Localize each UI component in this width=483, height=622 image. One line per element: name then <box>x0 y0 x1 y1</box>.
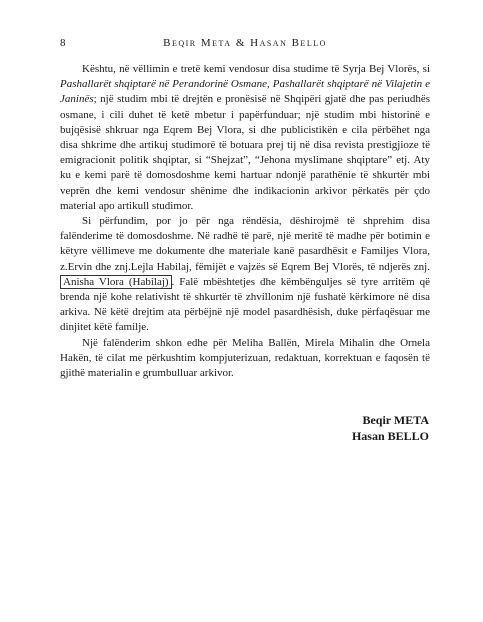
paragraph-1-text-b: ; një studim mbi të drejtën e pronësisë në Shqipëri gjatë dhe pas periudhës osmane, i cili duhet të ketë mbetur i papërfunduar; një studim mbi historinë e bujqësisë shkruar nga Eqrem Bej Vlora, si dhe publicistikën e cila përbëhet nga disa shkrime dhe artikuj studimorë të botuara prej tij në disa revista prestigjioze të emigracionit politik shqiptar, si “Shejzat”, “Jehona myslimane shqiptare” etj. Aty ku e kemi parë të domosdoshme kemi hartuar ndonjë parathënie të shkurtër mbi veprën dhe kemi vendosur shënime dhe indikacionin arkivor përkatës për çdo material apo artikull studimor. <box>60 93 430 212</box>
running-head: Beqir Meta & Hasan Bello <box>163 37 327 49</box>
signature-hasan-bello: Hasan BELLO <box>351 429 429 443</box>
paragraph-1-text-a: Kështu, në vëllimin e tretë kemi vendosur disa studime të Syrja Bej Vlorës, si <box>82 63 430 75</box>
body-text <box>60 62 430 381</box>
paragraph-1 <box>60 62 430 214</box>
paragraph-3 <box>60 336 430 382</box>
paragraph-2-text-b: . Falë mbështetjes dhe këmbënguljes së tyre arritëm që brenda një kohe relativisht të shkurtër të zhvillonim një fushatë kërkimore në disa arkiva. Në këtë drejtim ata përbëjnë një model pasardhësish, duke përfaqësuar me dinjitet këtë familje. <box>60 275 430 334</box>
paragraph-2 <box>60 214 430 336</box>
page-header <box>60 37 430 53</box>
page-number: 8 <box>60 37 66 49</box>
signature-beqir-meta: Beqir META <box>362 413 429 427</box>
paragraph-3-text: Një falënderim shkon edhe për Meliha Ballën, Mirela Mihalin dhe Ornela Hakën, të cilat me përkushtim kompjuterizuan, redaktuan, korrektuan e faqosën të gjithë materialin e grumbulluar arkivor. <box>60 336 430 380</box>
italic-titles: Pashallarët shqiptarë në Perandorinë Osmane, Pashallarët shqiptarë në Vilajetin e Janinës <box>60 78 430 106</box>
paragraph-2-text-a: Si përfundim, por jo për nga rëndësia, dëshirojmë të shprehim disa falënderime të domosdoshme. Në radhë të parë, një meritë të madhe për botimin e këtyre vëllimeve me dokumente dhe materiale kanë pasardhësit e Familjes Vlora, z.Ervin dhe znj.Lejla Habilaj, fëmijët e vajzës së Eqrem Bej Vlorës, të ndjerës znj. <box>60 215 430 273</box>
signatures <box>352 412 429 444</box>
boxed-name-highlight: Anisha Vlora (Habilaj) <box>60 275 172 289</box>
